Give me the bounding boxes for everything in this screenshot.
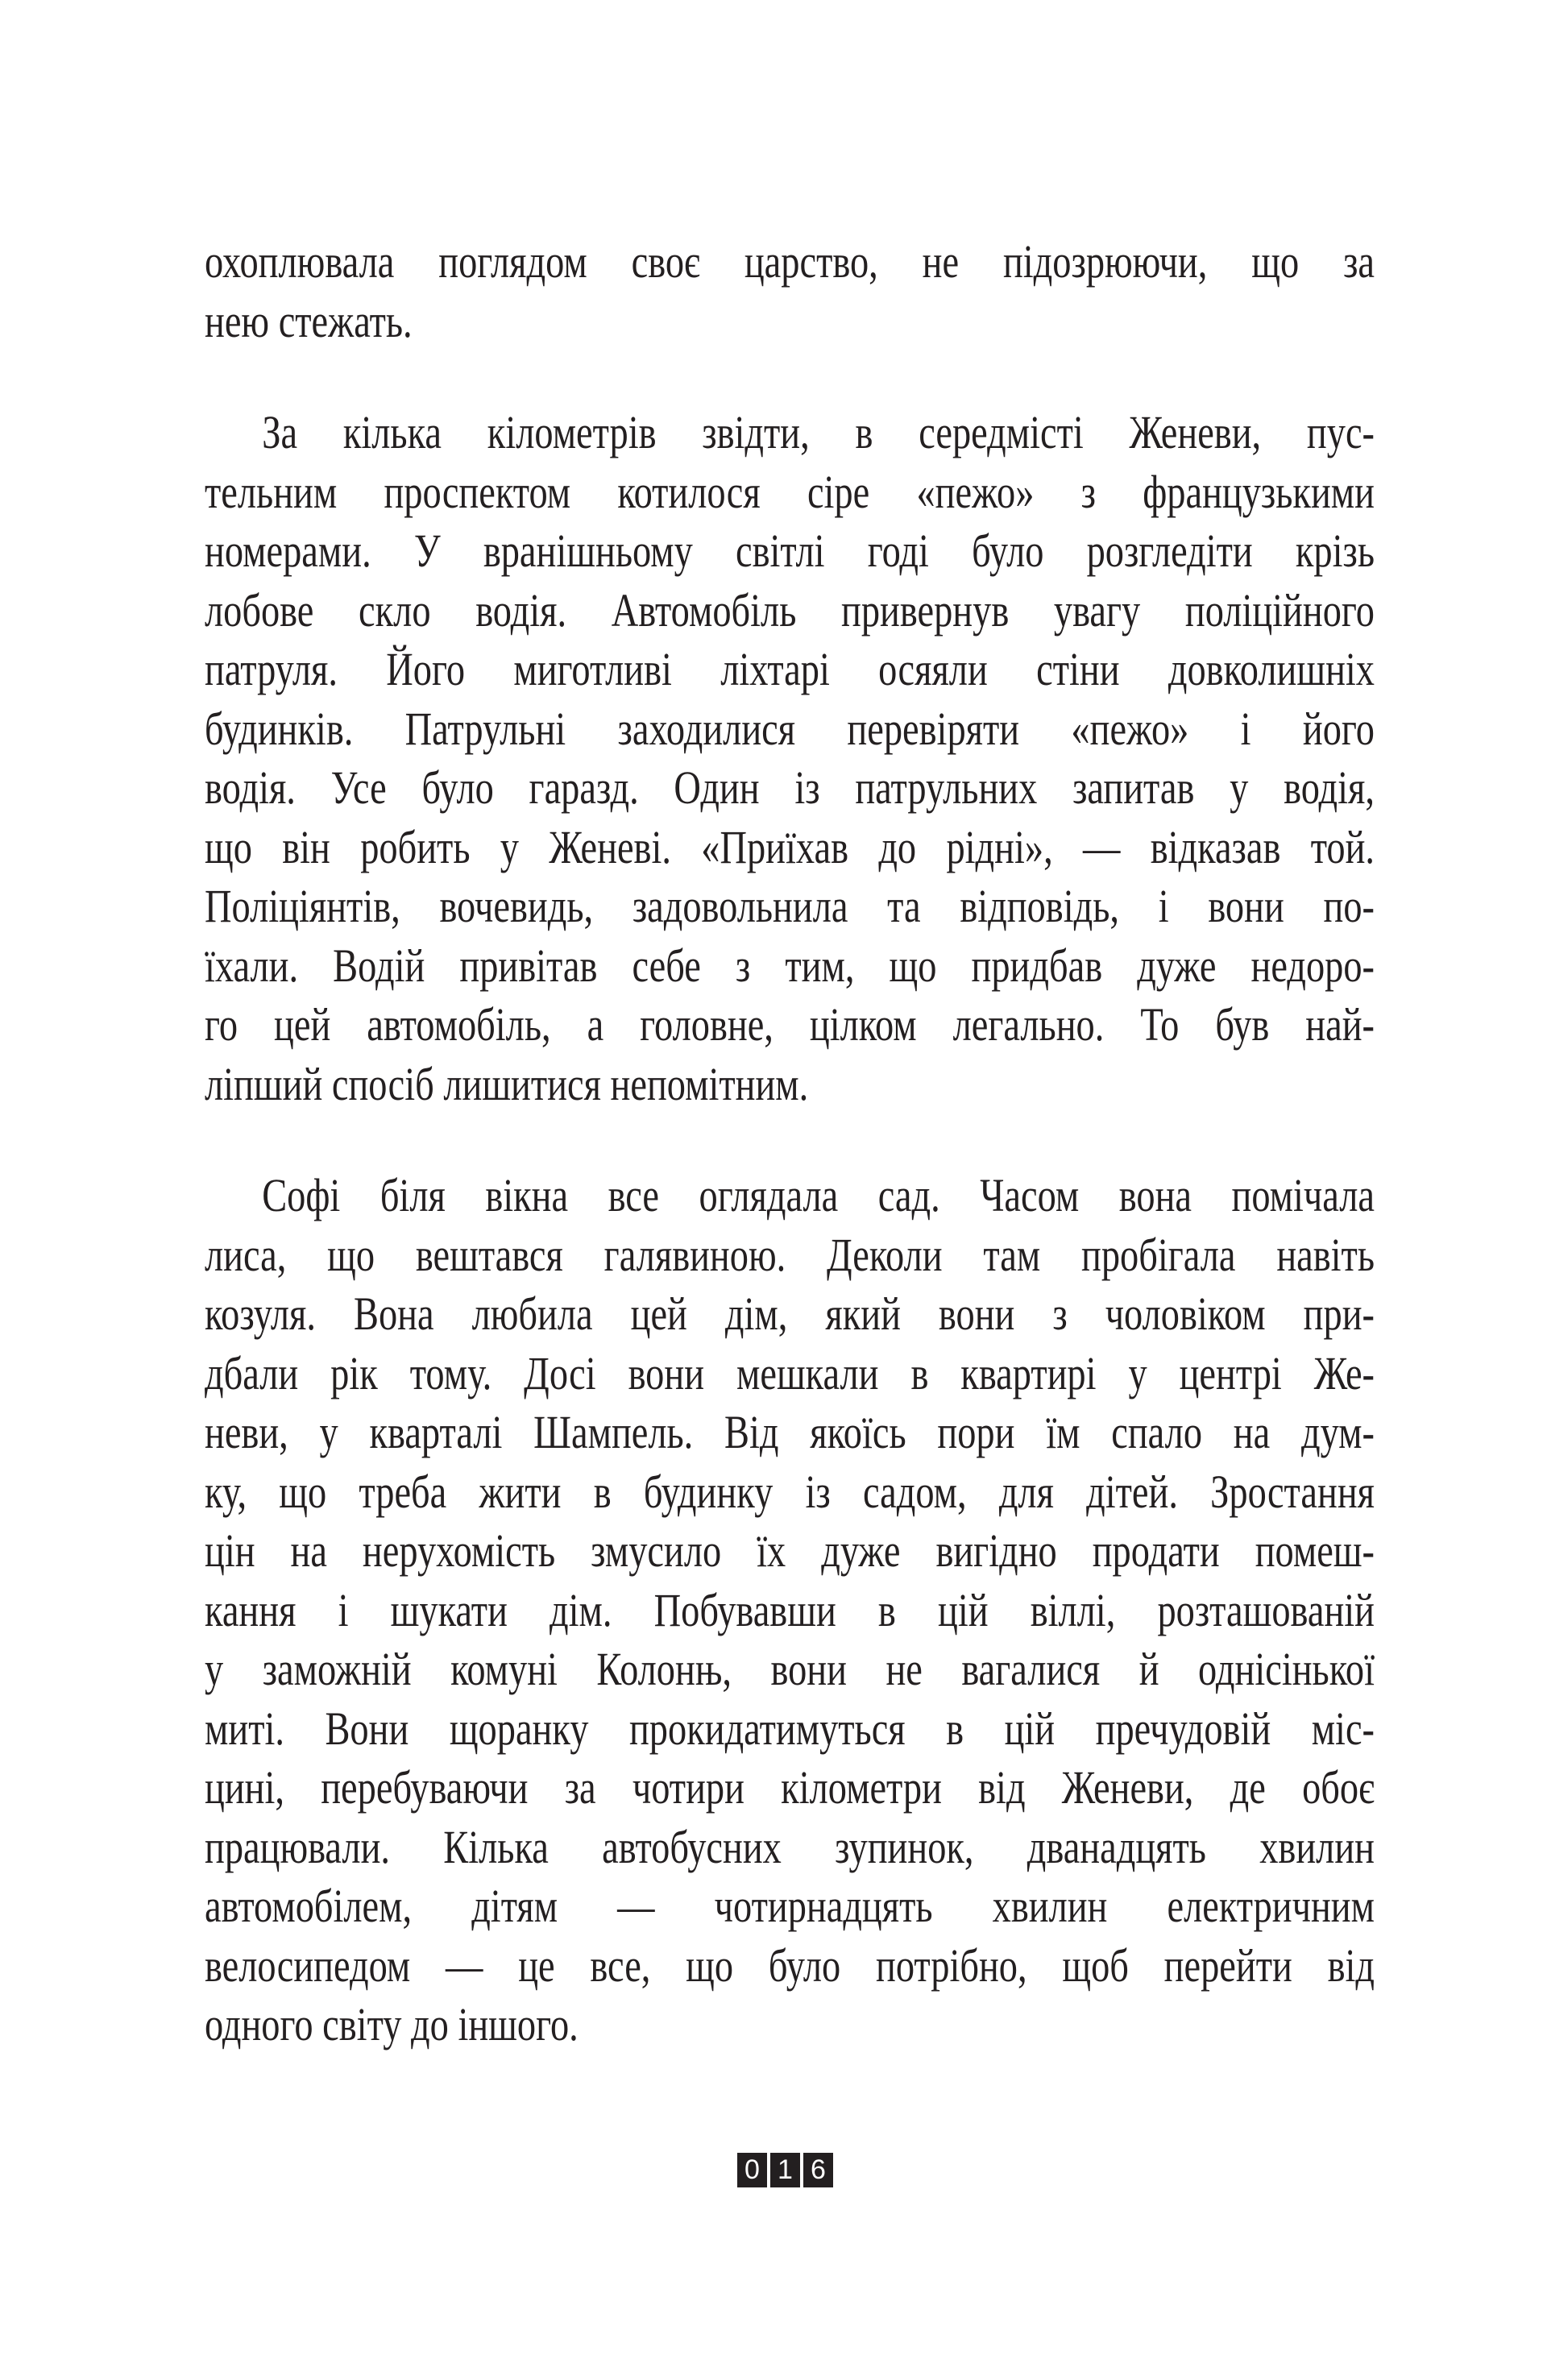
text-line-content: будинків. Патрульні заходилися перевіряти «пежо» і його <box>205 702 1375 755</box>
text-line <box>205 1818 1375 1877</box>
text-line-content: козуля. Вона любила цей дім, який вони з чоловіком при- <box>205 1287 1375 1340</box>
text-line <box>205 1462 1375 1522</box>
text-line <box>205 1640 1375 1699</box>
text-line-content: охоплювала поглядом своє царство, не підозрюючи, що за <box>205 235 1375 288</box>
text-line-content: миті. Вони щоранку прокидатимуться в цій пречудовій міс- <box>205 1702 1375 1755</box>
text-line <box>205 1936 1375 1996</box>
text-line <box>205 1581 1375 1640</box>
text-line <box>205 1876 1375 1936</box>
text-line-content: цін на нерухомість змусило їх дуже вигідно продати помеш- <box>205 1524 1375 1577</box>
text-line <box>205 1521 1375 1581</box>
text-line-content: дбали рік тому. Досі вони мешкали в квартирі у центрі Же- <box>205 1346 1375 1399</box>
text-line-content: велосипедом — це все, що було потрібно, щоб перейти від <box>205 1938 1375 1992</box>
text-line-content: що він робить у Женеві. «Приїхав до рідні», — відказав той. <box>205 820 1375 873</box>
text-line-content: патруля. Його миготливі ліхтарі осяяли стіни довколишніх <box>205 643 1375 695</box>
text-line <box>205 640 1375 699</box>
text-line-content: Софі біля вікна все оглядала сад. Часом вона помічала <box>262 1169 1375 1221</box>
text-line-content: лобове скло водія. Автомобіль привернув увагу поліційного <box>205 583 1375 636</box>
text-line <box>205 581 1375 641</box>
text-line <box>205 521 1375 581</box>
text-line <box>205 1403 1375 1462</box>
text-line-content: номерами. У вранішньому світлі годі було розгледіти крізь <box>205 525 1375 577</box>
text-line-content: нею стежать. <box>205 294 413 347</box>
paragraph <box>205 232 1375 350</box>
text-line <box>205 699 1375 759</box>
text-line-content: цині, перебуваючи за чотири кілометри від Женеви, де обоє <box>205 1761 1375 1814</box>
text-line <box>205 995 1375 1055</box>
text-line <box>205 1758 1375 1818</box>
page-number-digit: 0 <box>737 2153 767 2187</box>
text-line-content: Поліціянтів, вочевидь, задовольнила та відповідь, і вони по- <box>205 880 1375 932</box>
text-line <box>205 936 1375 996</box>
text-line <box>205 292 1375 351</box>
text-line <box>205 1284 1375 1344</box>
text-line <box>205 232 1375 292</box>
paragraph <box>205 403 1375 1113</box>
text-line <box>205 758 1375 818</box>
text-line-content: лиса, що вештався галявиною. Деколи там пробігала навіть <box>205 1228 1375 1281</box>
text-line <box>205 1225 1375 1285</box>
text-line-content: неви, у кварталі Шампель. Від якоїсь пори їм спало на дум- <box>205 1406 1375 1458</box>
text-line-content: ку, що треба жити в будинку із садом, для дітей. Зростання <box>205 1465 1375 1518</box>
text-line <box>205 1166 1375 1225</box>
text-line <box>205 1699 1375 1759</box>
text-line-content: їхали. Водій привітав себе з тим, що придбав дуже недоро- <box>205 939 1375 992</box>
body-text <box>205 232 1375 2055</box>
text-line <box>205 877 1375 936</box>
text-line <box>205 818 1375 877</box>
text-line <box>205 1344 1375 1404</box>
paragraph <box>205 1166 1375 2055</box>
text-line-content: одного світу до іншого. <box>205 1998 579 2050</box>
text-line-content: ліпший спосіб лишитися непомітним. <box>205 1057 809 1110</box>
text-line-content: водія. Усе було гаразд. Один із патрульних запитав у водія, <box>205 761 1375 814</box>
text-line-content: кання і шукати дім. Побувавши в цій віллі, розташованій <box>205 1583 1375 1636</box>
text-line-content: го цей автомобіль, а головне, цілком легально. То був най- <box>205 998 1375 1051</box>
text-line-content: автомобілем, дітям — чотирнадцять хвилин електричним <box>205 1880 1375 1932</box>
text-line <box>205 462 1375 522</box>
page-number <box>737 2153 833 2187</box>
text-line <box>205 403 1375 462</box>
text-line <box>205 1055 1375 1114</box>
text-line-content: у заможній комуні Колонњ, вони не вагалися й однісінької <box>205 1643 1375 1695</box>
page-number-digit: 1 <box>770 2153 800 2187</box>
text-line-content: За кілька кілометрів звідти, в середмісті Женеви, пус- <box>262 406 1375 458</box>
page-number-digit: 6 <box>803 2153 833 2187</box>
text-line <box>205 1995 1375 2055</box>
text-line-content: тельним проспектом котилося сіре «пежо» з французькими <box>205 465 1375 518</box>
text-line-content: працювали. Кілька автобусних зупинок, дванадцять хвилин <box>205 1820 1375 1873</box>
